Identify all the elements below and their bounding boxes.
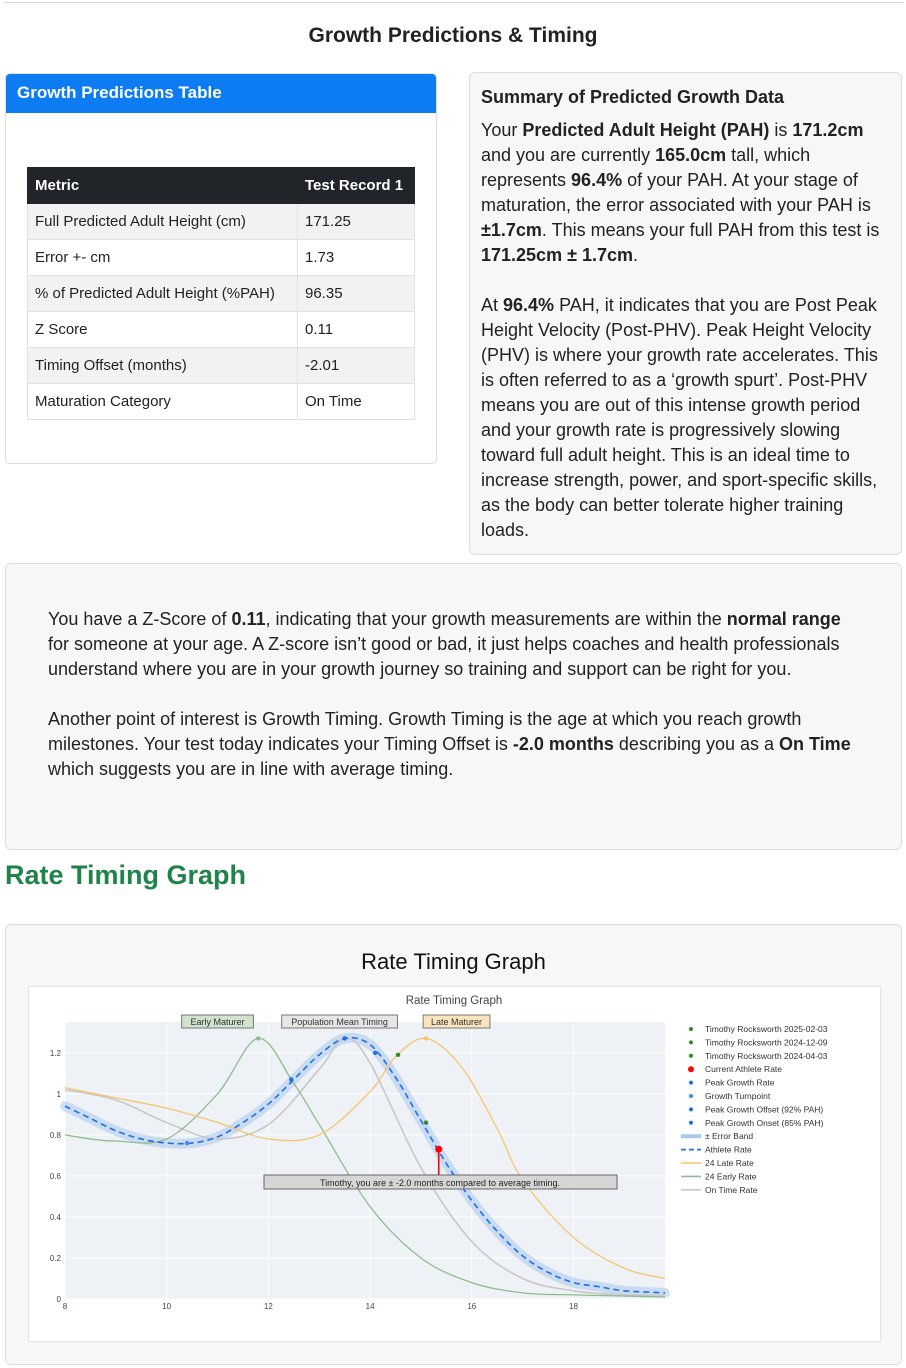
table-row bbox=[28, 240, 415, 276]
zscore-paragraph: You have a Z-Score of 0.11, indicating that your growth measurements are within the normal range for someone at your age. A Z-score isn’t good or bad, it just helps coaches and health professionals understand where you are in your growth journey so training and support can be right for you. bbox=[48, 609, 841, 679]
table-row bbox=[28, 276, 415, 312]
rate-timing-plot[interactable] bbox=[28, 986, 881, 1342]
timing-paragraph: Another point of interest is Growth Timing. Growth Timing is the age at which you reach growth milestones. Your test today indicates your Timing Offset is -2.0 months describing you as a On Time which suggests you are in line with average timing. bbox=[48, 709, 851, 779]
legend-current-athlete-rate: Current Athlete Rate bbox=[705, 1064, 783, 1075]
table-row bbox=[28, 348, 415, 384]
x-tick-label: 14 bbox=[365, 1302, 375, 1311]
value-cell: On Time bbox=[298, 384, 415, 420]
legend-peak-growth-offset-92-pah--marker bbox=[689, 1107, 693, 1111]
legend-peak-growth-rate: Peak Growth Rate bbox=[705, 1077, 775, 1088]
x-tick-label: 8 bbox=[62, 1302, 68, 1311]
legend-24-late-rate: 24 Late Rate bbox=[705, 1158, 754, 1168]
late-peak-marker bbox=[424, 1036, 428, 1040]
graph-card bbox=[5, 924, 902, 1365]
column-header-test-record: Test Record 1 bbox=[298, 168, 415, 204]
growth-predictions-header: Growth Predictions Table bbox=[6, 74, 436, 113]
label-early-maturer: Early Maturer bbox=[190, 1017, 245, 1027]
point-peak-growth-offset-92-pah- bbox=[373, 1051, 377, 1055]
table-header-row bbox=[28, 168, 415, 204]
label-population-mean: Population Mean Timing bbox=[291, 1017, 388, 1027]
table-row bbox=[28, 384, 415, 420]
value-cell: 1.73 bbox=[298, 240, 415, 276]
summary-card bbox=[469, 72, 902, 555]
metric-cell: Full Predicted Adult Height (cm) bbox=[28, 204, 298, 240]
legend-timothy-rocksworth-2024-04-03: Timothy Rocksworth 2024-04-03 bbox=[705, 1050, 828, 1061]
legend-timothy-rocksworth-2024-12-09-marker bbox=[689, 1040, 693, 1044]
metric-cell: Z Score bbox=[28, 312, 298, 348]
legend-timothy-rocksworth-2025-02-03: Timothy Rocksworth 2025-02-03 bbox=[705, 1024, 828, 1034]
column-header-metric: Metric bbox=[28, 168, 298, 204]
rate-timing-chart[interactable] bbox=[29, 987, 882, 1343]
value-cell: 96.35 bbox=[298, 276, 415, 312]
point-peak-growth-onset-85-pah- bbox=[289, 1077, 293, 1081]
zscore-card bbox=[5, 563, 902, 850]
metric-cell: Error +- cm bbox=[28, 240, 298, 276]
legend-growth-turnpoint-marker bbox=[689, 1094, 693, 1098]
legend-peak-growth-onset-85-pah--marker bbox=[689, 1121, 693, 1125]
legend-timothy-rocksworth-2024-04-03-marker bbox=[689, 1054, 693, 1058]
y-tick-label: 0.6 bbox=[49, 1171, 61, 1181]
x-tick-label: 18 bbox=[569, 1302, 578, 1311]
y-tick-label: 0.2 bbox=[49, 1253, 61, 1263]
legend-timothy-rocksworth-2024-12-09: Timothy Rocksworth 2024-12-09 bbox=[705, 1037, 828, 1048]
x-tick-label: 10 bbox=[162, 1302, 172, 1311]
value-cell: 171.25 bbox=[298, 204, 415, 240]
y-tick-label: 0 bbox=[56, 1295, 61, 1304]
point-growth-turnpoint bbox=[185, 1141, 189, 1145]
chart-title: Rate Timing Graph bbox=[405, 995, 503, 1007]
table-row bbox=[28, 312, 415, 348]
x-tick-label: 12 bbox=[263, 1302, 273, 1311]
top-divider bbox=[4, 2, 904, 3]
legend-peak-growth-onset-85-pah-: Peak Growth Onset (85% PAH) bbox=[705, 1117, 824, 1128]
y-tick-label: 1.2 bbox=[49, 1048, 61, 1058]
early-peak-marker bbox=[256, 1036, 260, 1040]
plot-area bbox=[65, 1022, 665, 1299]
legend-growth-turnpoint: Growth Turnpoint bbox=[705, 1091, 771, 1101]
page-title: Growth Predictions & Timing bbox=[308, 24, 598, 47]
section-title-rate-timing: Rate Timing Graph bbox=[5, 860, 247, 890]
point-timothy-rocksworth-2024-04-03 bbox=[396, 1053, 400, 1057]
point-peak-growth-rate bbox=[342, 1036, 346, 1040]
metric-cell: % of Predicted Adult Height (%PAH) bbox=[28, 276, 298, 312]
label-late-maturer: Late Maturer bbox=[431, 1017, 483, 1027]
legend-on-time-rate: On Time Rate bbox=[705, 1184, 758, 1195]
y-tick-label: 1 bbox=[56, 1089, 61, 1099]
y-tick-label: 0.8 bbox=[49, 1130, 61, 1140]
summary-paragraph-phv: At 96.4% PAH, it indicates that you are Post Peak Height Velocity (Post-PHV). Peak Height Velocity (PHV) is where your growth rate accelerates. This is often referred to as a ‘growth spurt’. Post-PHV means you are out of this intense growth period and your growth rate is progressively slowing toward full adult height. This is an ideal time to increase strength, power, and sport-specific skills, as the body can better tolerate higher training loads. bbox=[481, 295, 878, 540]
value-cell: 0.11 bbox=[298, 312, 415, 348]
summary-paragraph-pah: Your Predicted Adult Height (PAH) is 171.2cm and you are currently 165.0cm tall, which represents 96.4% of your PAH. At your stage of maturation, the error associated with your PAH is ±1.7cm. This means your full PAH from this test is 171.25cm ± 1.7cm. bbox=[481, 120, 880, 265]
annotation-text: Timothy, you are ± -2.0 months compared to average timing. bbox=[319, 1178, 561, 1188]
legend-peak-growth-offset-92-pah-: Peak Growth Offset (92% PAH) bbox=[705, 1104, 824, 1115]
y-tick-label: 0.4 bbox=[49, 1212, 61, 1222]
summary-title: Summary of Predicted Growth Data bbox=[481, 87, 785, 107]
legend-24-early-rate: 24 Early Rate bbox=[705, 1171, 757, 1182]
legend-peak-growth-rate-marker bbox=[689, 1081, 693, 1085]
graph-card-title: Rate Timing Graph bbox=[361, 949, 546, 974]
table-row bbox=[28, 204, 415, 240]
legend-timothy-rocksworth-2025-02-03-marker bbox=[689, 1027, 693, 1031]
value-cell: -2.01 bbox=[298, 348, 415, 384]
legend-current-athlete-rate-marker bbox=[688, 1066, 694, 1072]
growth-predictions-table bbox=[27, 167, 415, 420]
point-timothy-rocksworth-2024-12-09 bbox=[424, 1120, 428, 1124]
point-current-athlete-rate bbox=[435, 1146, 442, 1153]
legend--error-band: ± Error Band bbox=[705, 1131, 754, 1142]
legend-athlete-rate: Athlete Rate bbox=[705, 1144, 752, 1155]
metric-cell: Maturation Category bbox=[28, 384, 298, 420]
x-tick-label: 16 bbox=[467, 1302, 477, 1311]
growth-predictions-card bbox=[5, 73, 437, 464]
metric-cell: Timing Offset (months) bbox=[28, 348, 298, 384]
